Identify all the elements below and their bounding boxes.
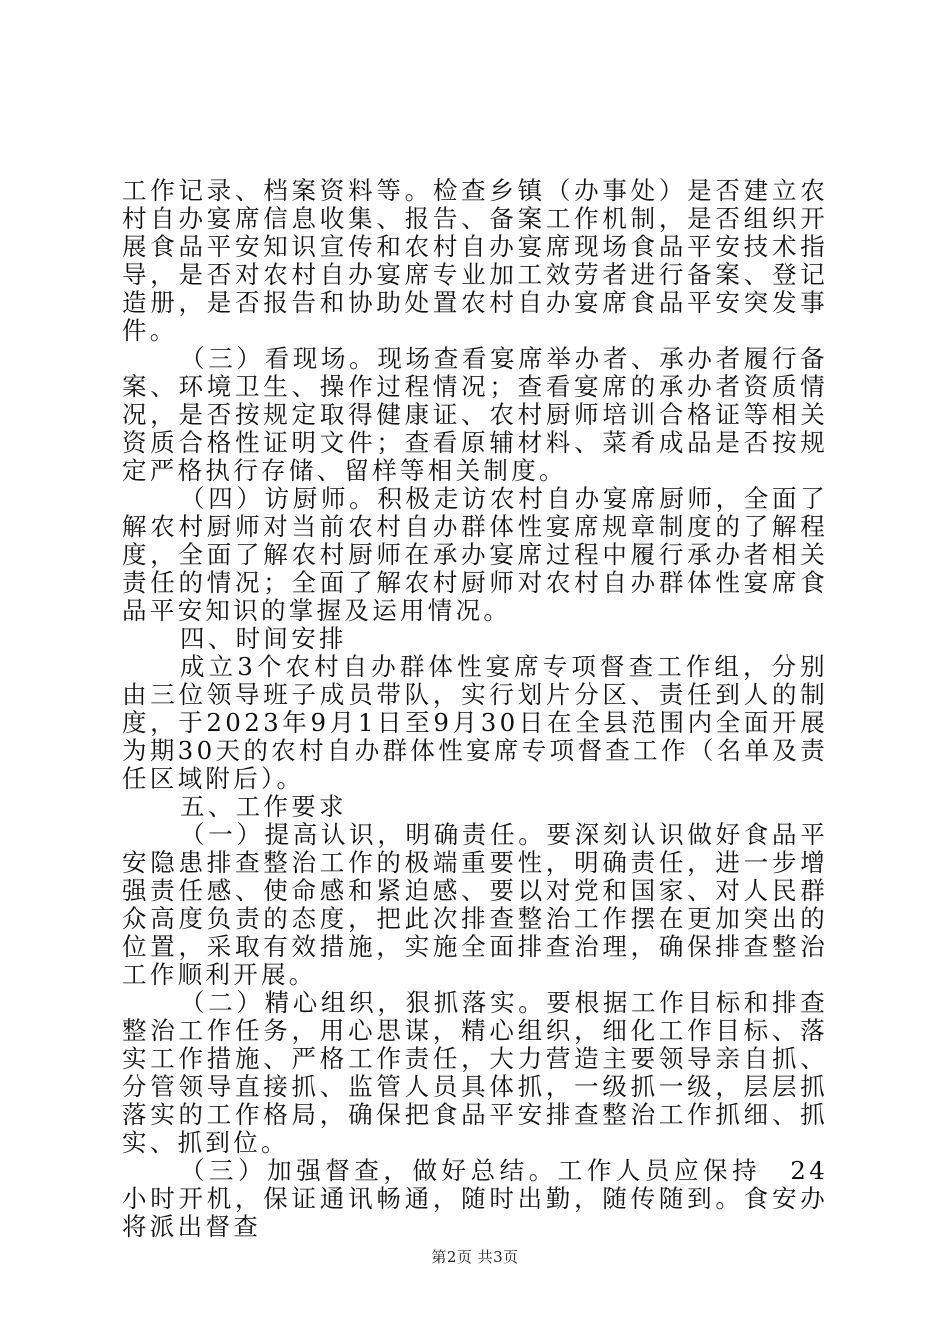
paragraph-requirement-organization: （二）精心组织，狠抓落实。要根据工作目标和排查整治工作任务，用心思谋，精心组织，细化工作目标、落实工作措施、严格工作责任，大力营造主要领导亲自抓、分管领导直接抓、监管人员具体抓，一级抓一级，层层抓落实的工作格局，确保把食品平安排查整治工作抓细、抓实、抓到位。 — [122, 988, 828, 1157]
section-heading-schedule: 四、时间安排 — [180, 624, 347, 653]
paragraph-requirement-supervision: （三）加强督查，做好总结。工作人员应保持 24小时开机，保证通讯畅通，随时出勤，随传随到。食安办将派出督查 — [122, 1156, 828, 1241]
paragraph-schedule: 成立3个农村自办群体性宴席专项督查工作组，分别由三位领导班子成员带队，实行划片分区、责任到人的制度，于2023年9月1日至9月30日在全县范围内全面开展为期30天的农村自办群体性宴席专项督查工作（名单及责任区域附后）。 — [122, 652, 828, 793]
paragraph-work-records: 工作记录、档案资料等。检查乡镇（办事处）是否建立农村自办宴席信息收集、报告、备案工作机制，是否组织开展食品平安知识宣传和农村自办宴席现场食品平安技术指导，是否对农村自办宴席专业加工效劳者进行备案、登记造册，是否报告和协助处置农村自办宴席食品平安突发事件。 — [122, 176, 828, 345]
document-body — [122, 177, 828, 1241]
section-heading-requirements: 五、工作要求 — [180, 792, 347, 821]
page-number-footer: 第2页 共3页 — [431, 1248, 519, 1266]
paragraph-site-inspection: （三）看现场。现场查看宴席举办者、承办者履行备案、环境卫生、操作过程情况；查看宴席的承办者资质情况，是否按规定取得健康证、农村厨师培训合格证等相关资质合格性证明文件；查看原辅材料、菜肴成品是否按规定严格执行存储、留样等相关制度。 — [122, 344, 828, 485]
paragraph-chef-visits: （四）访厨师。积极走访农村自办宴席厨师，全面了解农村厨师对当前农村自办群体性宴席规章制度的了解程度，全面了解农村厨师在承办宴席过程中履行承办者相关责任的情况；全面了解农村厨师对农村自办群体性宴席食品平安知识的掌握及运用情况。 — [122, 484, 828, 625]
paragraph-requirement-awareness: （一）提高认识，明确责任。要深刻认识做好食品平安隐患排查整治工作的极端重要性，明确责任，进一步增强责任感、使命感和紧迫感、要以对党和国家、对人民群众高度负责的态度，把此次排查整治工作摆在更加突出的位置，采取有效措施，实施全面排查治理，确保排查整治工作顺利开展。 — [122, 820, 828, 989]
